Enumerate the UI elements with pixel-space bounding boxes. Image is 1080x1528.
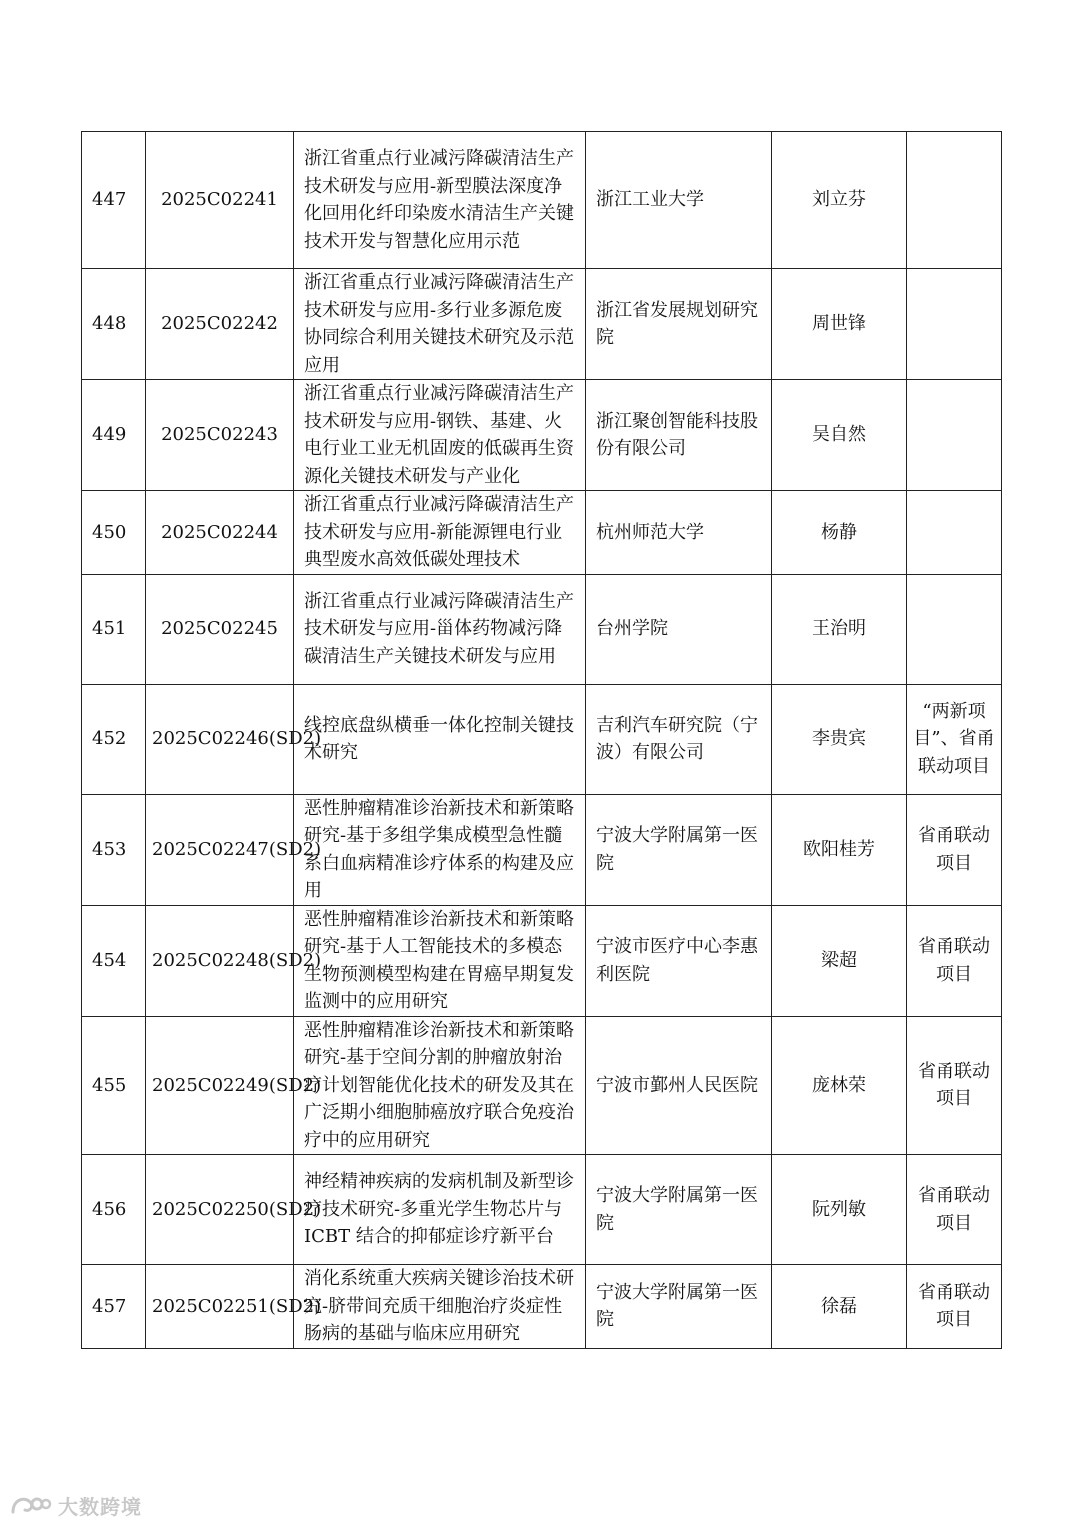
table-row xyxy=(82,491,1002,575)
organization-cell: 浙江省发展规划研究院 xyxy=(586,269,772,380)
table-row xyxy=(82,1265,1002,1349)
project-code-cell: 2025C02246(SD2) xyxy=(146,684,294,794)
table-row xyxy=(82,1155,1002,1265)
project-code-cell: 2025C02244 xyxy=(146,491,294,575)
remark-cell: 省甬联动项目 xyxy=(907,905,1002,1016)
project-code-cell: 2025C02247(SD2) xyxy=(146,794,294,905)
watermark-text: 大数跨境 xyxy=(58,1494,142,1519)
row-number-cell: 448 xyxy=(82,269,146,380)
lead-person-cell: 王治明 xyxy=(772,574,907,684)
organization-cell: 吉利汽车研究院（宁波）有限公司 xyxy=(586,684,772,794)
row-number-cell: 456 xyxy=(82,1155,146,1265)
remark-cell: 省甬联动项目 xyxy=(907,794,1002,905)
row-number-cell: 447 xyxy=(82,132,146,269)
lead-person-cell: 梁超 xyxy=(772,905,907,1016)
brand-logo-icon xyxy=(10,1492,52,1518)
row-number-cell: 449 xyxy=(82,380,146,491)
table-row xyxy=(82,380,1002,491)
project-code-cell: 2025C02241 xyxy=(146,132,294,269)
remark-cell xyxy=(907,574,1002,684)
project-code-cell: 2025C02245 xyxy=(146,574,294,684)
organization-cell: 浙江工业大学 xyxy=(586,132,772,269)
table-row xyxy=(82,1016,1002,1155)
lead-person-cell: 庞林荣 xyxy=(772,1016,907,1155)
project-code-cell: 2025C02249(SD2) xyxy=(146,1016,294,1155)
project-table-body xyxy=(82,132,1002,1349)
lead-person-cell: 李贵宾 xyxy=(772,684,907,794)
project-title-cell: 消化系统重大疾病关键诊治技术研究-脐带间充质干细胞治疗炎症性肠病的基础与临床应用研究 xyxy=(294,1265,586,1349)
table-row xyxy=(82,794,1002,905)
remark-cell xyxy=(907,491,1002,575)
organization-cell: 宁波大学附属第一医院 xyxy=(586,1155,772,1265)
remark-cell xyxy=(907,132,1002,269)
project-title-cell: 浙江省重点行业减污降碳清洁生产技术研发与应用-多行业多源危废协同综合利用关键技术研究及示范应用 xyxy=(294,269,586,380)
watermark xyxy=(10,1490,142,1520)
lead-person-cell: 欧阳桂芳 xyxy=(772,794,907,905)
organization-cell: 宁波市医疗中心李惠利医院 xyxy=(586,905,772,1016)
project-code-cell: 2025C02243 xyxy=(146,380,294,491)
row-number-cell: 455 xyxy=(82,1016,146,1155)
project-title-cell: 浙江省重点行业减污降碳清洁生产技术研发与应用-新型膜法深度净化回用化纤印染废水清洁生产关键技术开发与智慧化应用示范 xyxy=(294,132,586,269)
project-code-cell: 2025C02242 xyxy=(146,269,294,380)
organization-cell: 宁波大学附属第一医院 xyxy=(586,1265,772,1349)
project-title-cell: 线控底盘纵横垂一体化控制关键技术研究 xyxy=(294,684,586,794)
project-code-cell: 2025C02248(SD2) xyxy=(146,905,294,1016)
project-title-cell: 恶性肿瘤精准诊治新技术和新策略研究-基于人工智能技术的多模态生物预测模型构建在胃癌早期复发监测中的应用研究 xyxy=(294,905,586,1016)
lead-person-cell: 阮列敏 xyxy=(772,1155,907,1265)
project-table xyxy=(81,131,1002,1349)
project-title-cell: 神经精神疾病的发病机制及新型诊疗技术研究-多重光学生物芯片与 ICBT 结合的抑郁症诊疗新平台 xyxy=(294,1155,586,1265)
project-title-cell: 浙江省重点行业减污降碳清洁生产技术研发与应用-甾体药物减污降碳清洁生产关键技术研发与应用 xyxy=(294,574,586,684)
project-title-cell: 恶性肿瘤精准诊治新技术和新策略研究-基于空间分割的肿瘤放射治疗计划智能优化技术的研发及其在广泛期小细胞肺癌放疗联合免疫治疗中的应用研究 xyxy=(294,1016,586,1155)
remark-cell: 省甬联动项目 xyxy=(907,1265,1002,1349)
lead-person-cell: 吴自然 xyxy=(772,380,907,491)
row-number-cell: 457 xyxy=(82,1265,146,1349)
remark-cell: 省甬联动项目 xyxy=(907,1155,1002,1265)
row-number-cell: 450 xyxy=(82,491,146,575)
lead-person-cell: 杨静 xyxy=(772,491,907,575)
organization-cell: 台州学院 xyxy=(586,574,772,684)
table-row xyxy=(82,905,1002,1016)
organization-cell: 浙江聚创智能科技股份有限公司 xyxy=(586,380,772,491)
row-number-cell: 453 xyxy=(82,794,146,905)
remark-cell xyxy=(907,269,1002,380)
remark-cell: 省甬联动项目 xyxy=(907,1016,1002,1155)
remark-cell: “两新项目”、省甬联动项目 xyxy=(907,684,1002,794)
table-row xyxy=(82,684,1002,794)
project-title-cell: 恶性肿瘤精准诊治新技术和新策略研究-基于多组学集成模型急性髓系白血病精准诊疗体系的构建及应用 xyxy=(294,794,586,905)
project-code-cell: 2025C02251(SD2) xyxy=(146,1265,294,1349)
row-number-cell: 454 xyxy=(82,905,146,1016)
remark-cell xyxy=(907,380,1002,491)
lead-person-cell: 刘立芬 xyxy=(772,132,907,269)
project-title-cell: 浙江省重点行业减污降碳清洁生产技术研发与应用-钢铁、基建、火电行业工业无机固废的低碳再生资源化关键技术研发与产业化 xyxy=(294,380,586,491)
table-row xyxy=(82,269,1002,380)
organization-cell: 宁波市鄞州人民医院 xyxy=(586,1016,772,1155)
organization-cell: 宁波大学附属第一医院 xyxy=(586,794,772,905)
table-row xyxy=(82,132,1002,269)
row-number-cell: 451 xyxy=(82,574,146,684)
lead-person-cell: 周世锋 xyxy=(772,269,907,380)
row-number-cell: 452 xyxy=(82,684,146,794)
table-row xyxy=(82,574,1002,684)
lead-person-cell: 徐磊 xyxy=(772,1265,907,1349)
project-title-cell: 浙江省重点行业减污降碳清洁生产技术研发与应用-新能源锂电行业典型废水高效低碳处理技术 xyxy=(294,491,586,575)
project-code-cell: 2025C02250(SD2) xyxy=(146,1155,294,1265)
organization-cell: 杭州师范大学 xyxy=(586,491,772,575)
